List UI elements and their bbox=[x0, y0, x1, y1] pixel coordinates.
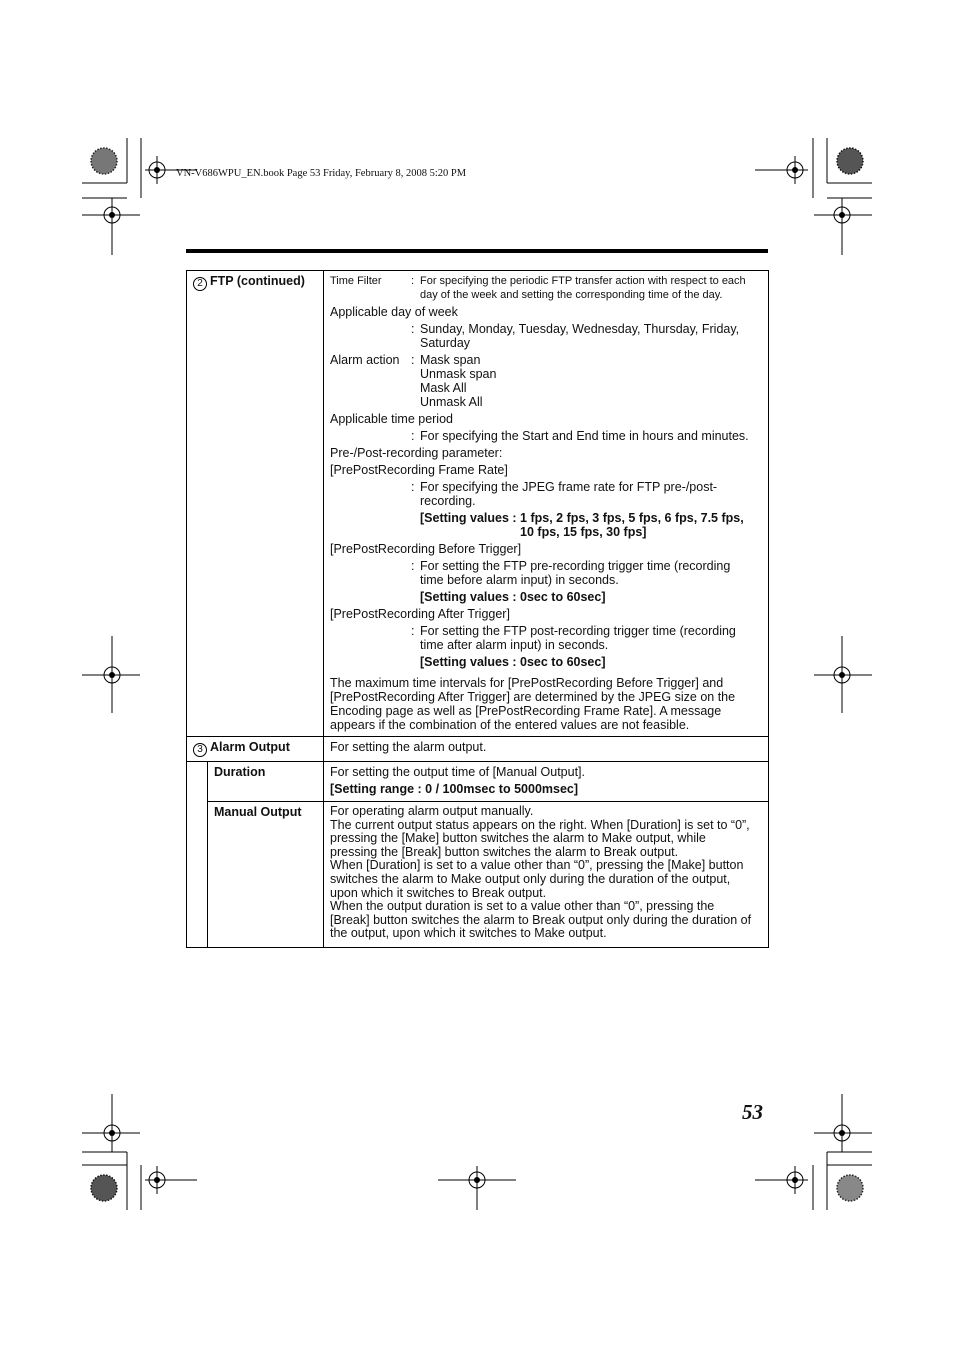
manual-output-title: Manual Output bbox=[208, 802, 324, 948]
alarm-output-title: Alarm Output bbox=[210, 740, 290, 754]
colon: : bbox=[411, 624, 415, 638]
section-number-badge: 2 bbox=[193, 277, 207, 291]
alarm-output-header bbox=[187, 737, 324, 762]
section-number-badge: 3 bbox=[193, 743, 207, 757]
manual-output-line: For operating alarm output manually. bbox=[330, 804, 534, 818]
applicable-time-desc: For specifying the Start and End time in hours and minutes. bbox=[420, 429, 749, 443]
manual-output-line: pressing the [Break] button switches the alarm to Break output. bbox=[330, 844, 679, 859]
note-line: Encoding page as well as [PrePostRecording Frame Rate]. A message bbox=[330, 704, 722, 718]
manual-output-line: the output, upon which it switches to Make output. bbox=[330, 926, 607, 941]
before-trigger-label: [PrePostRecording Before Trigger] bbox=[330, 542, 522, 556]
colon: : bbox=[411, 429, 415, 443]
colon: : bbox=[411, 322, 415, 336]
time-filter-label: Time Filter bbox=[330, 275, 382, 287]
settings-table bbox=[186, 270, 768, 948]
manual-output-row bbox=[187, 802, 769, 948]
note-line: The maximum time intervals for [PrePostRecording Before Trigger] and bbox=[330, 676, 724, 690]
manual-output-line: [Break] button switches the alarm to Break output only during the duration of bbox=[330, 912, 752, 927]
manual-output-line: switches the alarm to Make output only during the duration of the output, bbox=[330, 871, 731, 886]
after-trigger-label: [PrePostRecording After Trigger] bbox=[330, 607, 510, 621]
manual-output-line: The current output status appears on the right. When [Duration] is set to “0”, bbox=[330, 817, 750, 832]
alarm-action-option: Unmask All bbox=[420, 395, 483, 409]
manual-output-line: pressing the [Make] button switches the alarm to Make output, while bbox=[330, 831, 706, 846]
frame-rate-desc: For specifying the JPEG frame rate for FTP pre-/post- bbox=[420, 480, 718, 494]
colon: : bbox=[411, 480, 415, 494]
alarm-output-desc: For setting the alarm output. bbox=[324, 737, 769, 762]
duration-row bbox=[187, 762, 769, 802]
colon: : bbox=[411, 353, 415, 367]
applicable-day-values: Saturday bbox=[420, 336, 471, 350]
setting-values: 10 fps, 15 fps, 30 fps] bbox=[520, 525, 647, 539]
time-filter-desc: For specifying the periodic FTP transfer action with respect to each bbox=[420, 275, 746, 287]
page-header: VN-V686WPU_EN.book Page 53 Friday, February 8, 2008 5:20 PM bbox=[176, 168, 467, 179]
setting-values: 1 fps, 2 fps, 3 fps, 5 fps, 6 fps, 7.5 fps, bbox=[520, 511, 744, 525]
alarm-action-option: Mask All bbox=[420, 381, 467, 395]
manual-output-line: upon which it switches to Break output. bbox=[330, 885, 547, 900]
prepost-label: Pre-/Post-recording parameter: bbox=[330, 446, 503, 460]
alarm-action-label: Alarm action bbox=[330, 353, 400, 367]
frame-rate-desc: recording. bbox=[420, 494, 476, 508]
applicable-day-values: Sunday, Monday, Tuesday, Wednesday, Thursday, Friday, bbox=[420, 322, 740, 336]
page-number: 53 bbox=[742, 1100, 763, 1124]
after-trigger-desc: time after alarm input) in seconds. bbox=[420, 638, 609, 652]
ftp-description bbox=[324, 271, 769, 737]
before-trigger-setting: [Setting values : 0sec to 60sec] bbox=[420, 590, 606, 604]
before-trigger-desc: time before alarm input) in seconds. bbox=[420, 573, 619, 587]
indent-cell bbox=[187, 762, 208, 948]
ftp-note bbox=[330, 676, 762, 732]
setting-key: [Setting values : bbox=[420, 511, 521, 525]
after-trigger-setting: [Setting values : 0sec to 60sec] bbox=[420, 655, 606, 669]
duration-desc: For setting the output time of [Manual Output]. bbox=[330, 765, 585, 779]
time-filter-desc: day of the week and setting the corresponding time of the day. bbox=[420, 289, 723, 301]
duration-title: Duration bbox=[208, 762, 324, 802]
manual-output-line: When [Duration] is set to a value other than “0”, pressing the [Make] button bbox=[330, 858, 744, 873]
duration-cell bbox=[324, 762, 769, 802]
ftp-row bbox=[187, 271, 769, 737]
note-line: [PrePostRecording After Trigger] are determined by the JPEG size on the bbox=[330, 690, 736, 704]
frame-rate-label: [PrePostRecording Frame Rate] bbox=[330, 463, 508, 477]
note-line: appears if the combination of the entered values are not feasible. bbox=[330, 718, 690, 732]
applicable-time-label: Applicable time period bbox=[330, 412, 453, 426]
duration-setting: [Setting range : 0 / 100msec to 5000msec] bbox=[330, 782, 579, 796]
after-trigger-desc: For setting the FTP post-recording trigger time (recording bbox=[420, 624, 736, 638]
alarm-output-row bbox=[187, 737, 769, 762]
manual-output-line: When the output duration is set to a value other than “0”, pressing the bbox=[330, 899, 715, 914]
colon: : bbox=[411, 275, 415, 287]
ftp-section-title: FTP (continued) bbox=[210, 274, 305, 288]
applicable-day-label: Applicable day of week bbox=[330, 305, 458, 319]
manual-output-cell bbox=[324, 802, 769, 948]
frame-rate-setting bbox=[420, 511, 762, 539]
colon: : bbox=[411, 559, 415, 573]
alarm-action-option: Mask span bbox=[420, 353, 481, 367]
top-rule bbox=[186, 249, 768, 253]
ftp-section-header bbox=[187, 271, 324, 737]
before-trigger-desc: For setting the FTP pre-recording trigger time (recording bbox=[420, 559, 731, 573]
alarm-action-option: Unmask span bbox=[420, 367, 497, 381]
